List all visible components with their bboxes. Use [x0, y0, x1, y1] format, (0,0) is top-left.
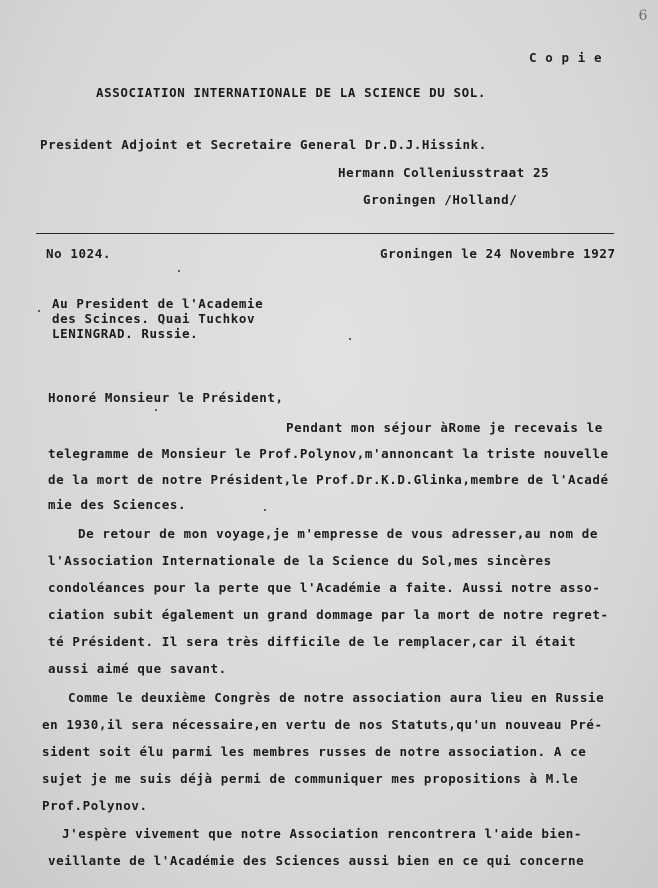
- paper-speck: [38, 310, 40, 312]
- copie-mark: C o p i e: [529, 50, 603, 65]
- reference-number: No 1024.: [46, 246, 112, 261]
- body-line: condoléances pour la perte que l'Académie a faite. Aussi notre asso-: [48, 580, 601, 595]
- paper-speck: [264, 509, 266, 511]
- body-line: de la mort de notre Président,le Prof.Dr.K.D.Glinka,membre de l'Acadé: [48, 472, 609, 487]
- body-line: sujet je me suis déjà permi de communiquer mes propositions à M.le: [42, 771, 579, 786]
- body-line: Pendant mon séjour àRome je recevais le: [286, 420, 603, 435]
- body-line: té Président. Il sera très difficile de le remplacer,car il était: [48, 634, 577, 649]
- salutation: Honoré Monsieur le Président,: [48, 390, 284, 405]
- date-line: Groningen le 24 Novembre 1927: [380, 246, 616, 261]
- body-line: J'espère vivement que notre Association rencontrera l'aide bien-: [62, 826, 583, 841]
- page-number: 6: [638, 8, 648, 24]
- paper-speck: [178, 270, 180, 272]
- paper-speck: [155, 409, 157, 411]
- body-line: l'Association Internationale de la Science du Sol,mes sincères: [48, 553, 552, 568]
- body-line: Prof.Polynov.: [42, 798, 148, 813]
- body-line: ciation subit également un grand dommage par la mort de notre regret-: [48, 607, 609, 622]
- officer-line: President Adjoint et Secretaire General Dr.D.J.Hissink.: [40, 137, 487, 152]
- body-line: aussi aimé que savant.: [48, 661, 227, 676]
- paper-speck: [349, 338, 351, 340]
- city-address: Groningen /Holland/: [363, 192, 518, 207]
- header-divider: [36, 233, 614, 234]
- body-line: veillante de l'Académie des Sciences aussi bien en ce qui concerne: [48, 853, 585, 868]
- body-line: sident soit élu parmi les membres russes de notre association. A ce: [42, 744, 587, 759]
- body-line: mie des Sciences.: [48, 497, 187, 512]
- addressee-line: Au President de l'Academie: [52, 296, 264, 311]
- addressee-line: des Scinces. Quai Tuchkov: [52, 311, 256, 326]
- body-line: en 1930,il sera nécessaire,en vertu de nos Statuts,qu'un nouveau Pré-: [42, 717, 603, 732]
- body-line: De retour de mon voyage,je m'empresse de vous adresser,au nom de: [78, 526, 599, 541]
- street-address: Hermann Colleniusstraat 25: [338, 165, 550, 180]
- association-heading: ASSOCIATION INTERNATIONALE DE LA SCIENCE DU SOL.: [96, 85, 487, 100]
- body-line: telegramme de Monsieur le Prof.Polynov,m'annoncant la triste nouvelle: [48, 446, 609, 461]
- addressee-line: LENINGRAD. Russie.: [52, 326, 199, 341]
- body-line: Comme le deuxième Congrès de notre association aura lieu en Russie: [68, 690, 605, 705]
